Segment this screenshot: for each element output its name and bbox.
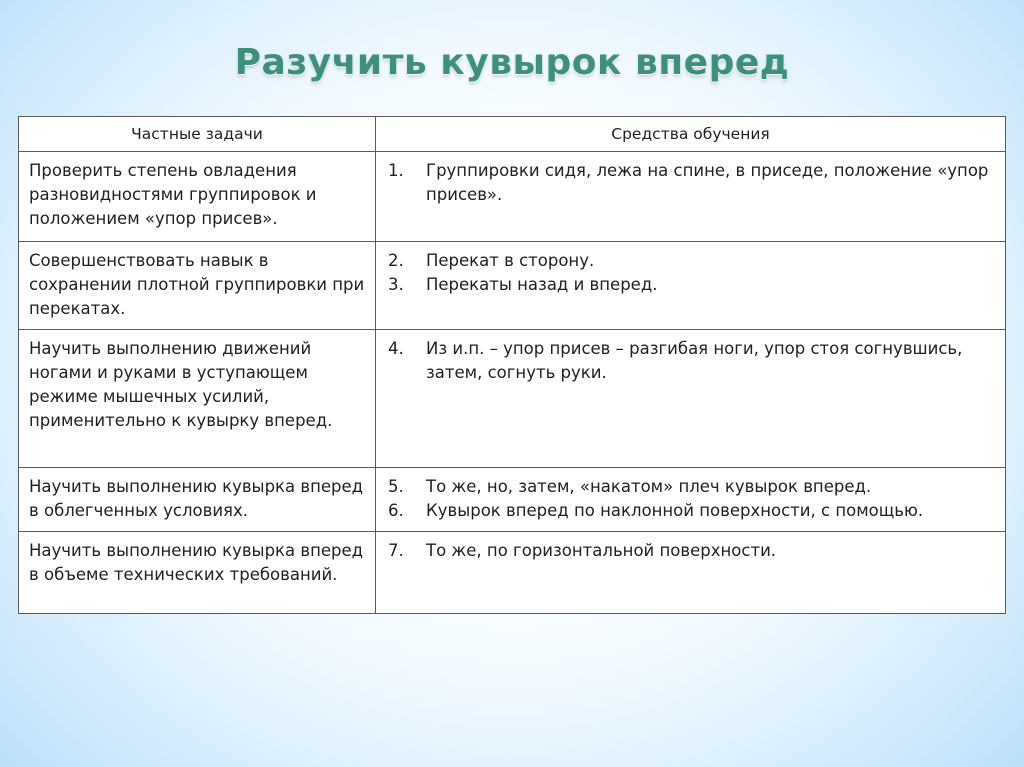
item-text: То же, по горизонтальной поверхности. [426, 541, 777, 560]
item-text: Кувырок вперед по наклонной поверхности, с помощью. [426, 501, 924, 520]
item-number: 6. [388, 501, 404, 520]
means-cell [376, 330, 1006, 468]
item-number: 5. [388, 477, 404, 496]
means-item [386, 475, 995, 499]
means-item [386, 159, 995, 207]
item-text: Перекаты назад и вперед. [426, 275, 658, 294]
item-number: 7. [388, 541, 404, 560]
item-text: Из и.п. – упор присев – разгибая ноги, упор стоя согнувшись, затем, согнуть руки. [426, 339, 963, 382]
table-row [19, 242, 1006, 330]
table-row [19, 468, 1006, 532]
task-cell: Совершенствовать навык в сохранении плотной группировки при перекатах. [19, 242, 376, 330]
means-item [386, 337, 995, 385]
means-cell [376, 532, 1006, 614]
item-number: 2. [388, 251, 404, 270]
header-tasks: Частные задачи [19, 117, 376, 152]
item-text: Перекат в сторону. [426, 251, 595, 270]
table-header-row [19, 117, 1006, 152]
task-cell: Научить выполнению кувырка вперед в облегченных условиях. [19, 468, 376, 532]
item-text: То же, но, затем, «накатом» плеч кувырок вперед. [426, 477, 872, 496]
table-row [19, 152, 1006, 242]
item-text: Группировки сидя, лежа на спине, в приседе, положение «упор присев». [426, 161, 989, 204]
item-number: 1. [388, 161, 404, 180]
tasks-table [18, 116, 1006, 614]
means-cell [376, 468, 1006, 532]
task-cell: Проверить степень овладения разновидностями группировок и положением «упор присев». [19, 152, 376, 242]
means-cell [376, 152, 1006, 242]
table-row [19, 330, 1006, 468]
task-cell: Научить выполнению движений ногами и руками в уступающем режиме мышечных усилий, применительно к кувырку вперед. [19, 330, 376, 468]
means-item [386, 539, 995, 563]
item-number: 4. [388, 339, 404, 358]
means-cell [376, 242, 1006, 330]
slide-title: Разучить кувырок вперед [234, 42, 790, 83]
table-row [19, 532, 1006, 614]
item-number: 3. [388, 275, 404, 294]
task-cell: Научить выполнению кувырка вперед в объеме технических требований. [19, 532, 376, 614]
means-item [386, 273, 995, 297]
header-means: Средства обучения [376, 117, 1006, 152]
means-item [386, 249, 995, 273]
means-item [386, 499, 995, 523]
